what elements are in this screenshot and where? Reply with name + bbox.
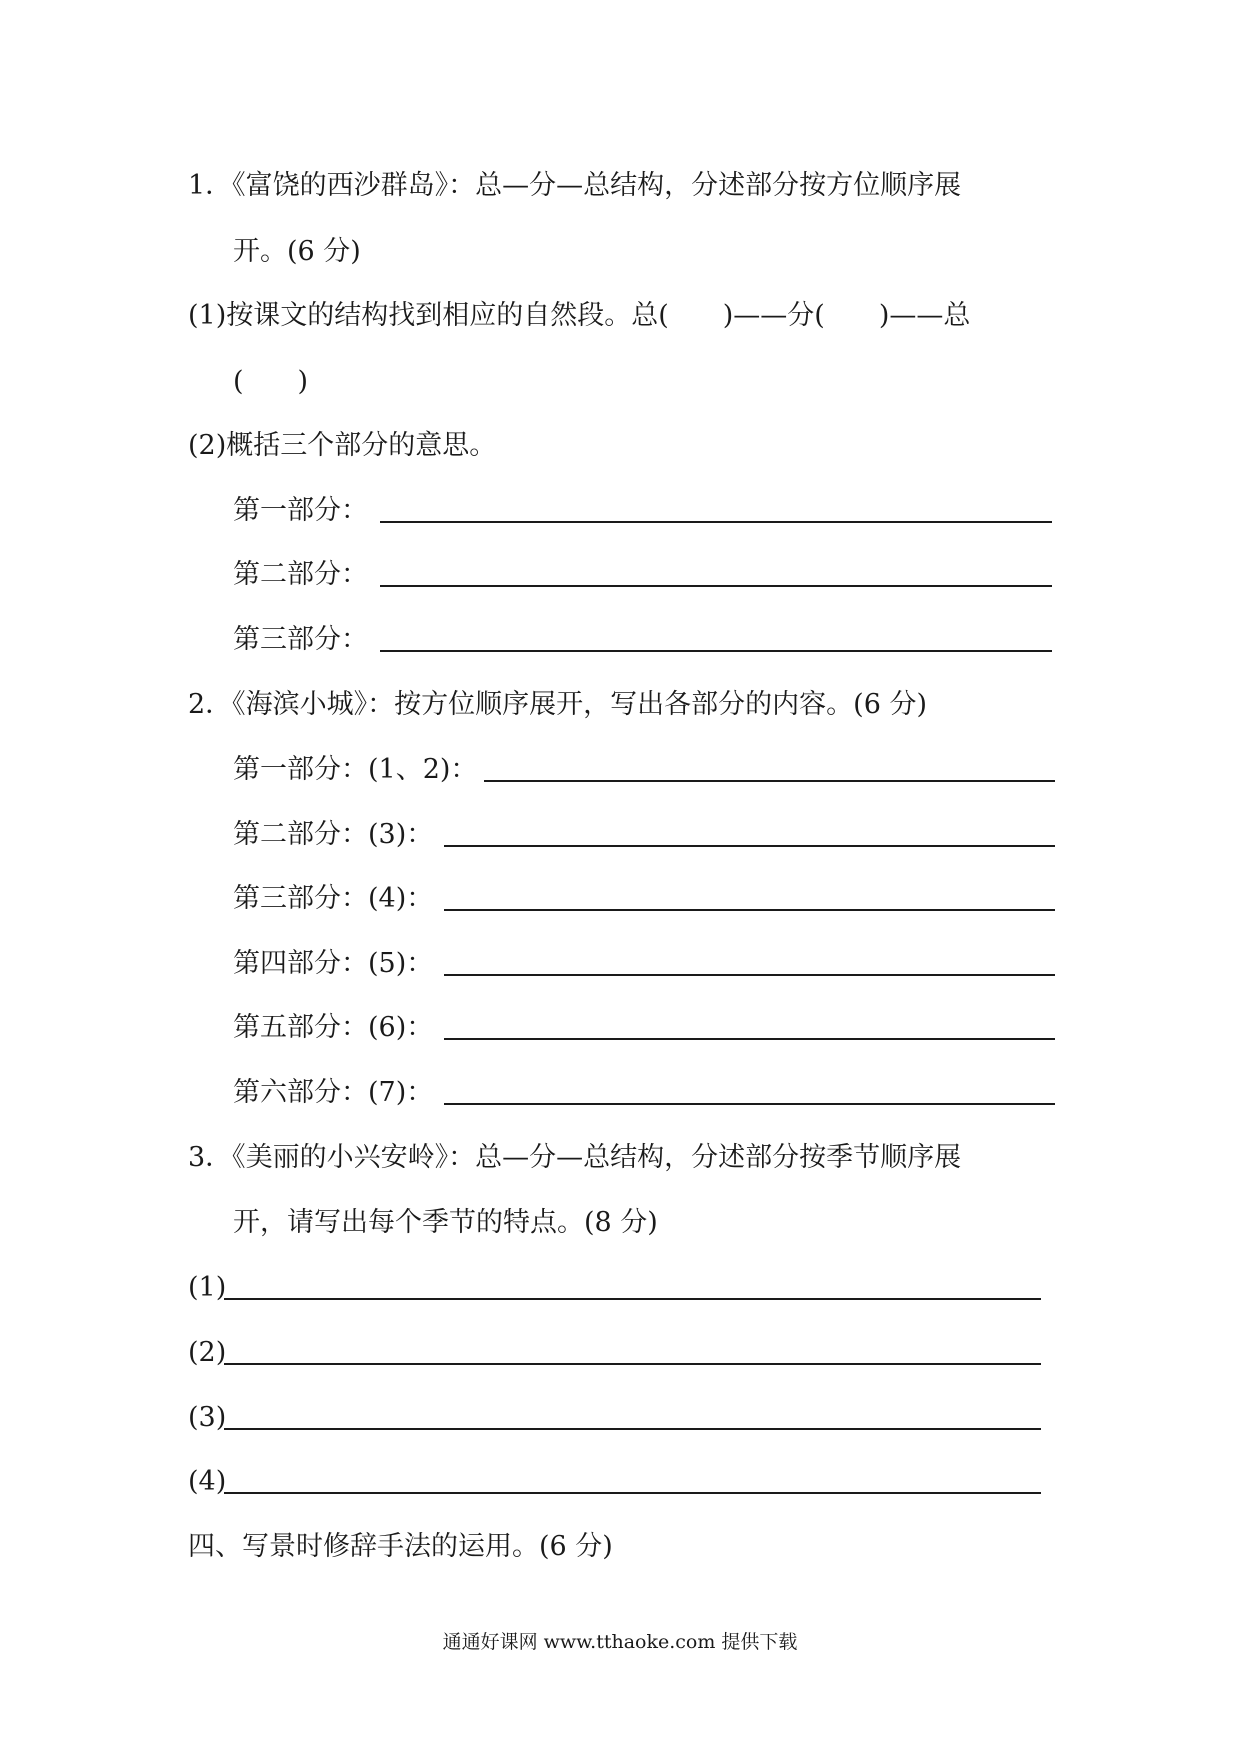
q1-sub1-line2: ( ) (233, 366, 309, 397)
q3-item2-label: (2) (188, 1337, 227, 1368)
q2-part4-answer-line[interactable] (444, 974, 1055, 976)
q1-part3-label: 第三部分： (233, 624, 368, 655)
q1-part1-answer-line[interactable] (380, 521, 1052, 523)
q2-part5-label: 第五部分：(6)： (233, 1012, 434, 1043)
q2-part2-answer-line[interactable] (444, 845, 1055, 847)
page-footer: 通通好课网 www.tthaoke.com 提供下载 (442, 1631, 798, 1653)
q1-title-line1: 1．《富饶的西沙群岛》：总—分—总结构，分述部分按方位顺序展 (188, 170, 962, 201)
q3-item3-label: (3) (188, 1402, 227, 1433)
q1-title-line2: 开。(6 分) (233, 236, 361, 267)
q3-item4-answer-line[interactable] (224, 1492, 1041, 1494)
q2-part1-answer-line[interactable] (484, 780, 1055, 782)
q2-part5-answer-line[interactable] (444, 1038, 1055, 1040)
q1-sub1-line1: (1)按课文的结构找到相应的自然段。总( )——分( )——总 (188, 300, 971, 331)
q1-part2-label: 第二部分： (233, 559, 368, 590)
q2-part4-label: 第四部分：(5)： (233, 948, 434, 979)
q2-title: 2．《海滨小城》：按方位顺序展开，写出各部分的内容。(6 分) (188, 689, 928, 720)
q3-item1-label: (1) (188, 1272, 227, 1303)
q1-part1-label: 第一部分： (233, 495, 368, 526)
q3-item2-answer-line[interactable] (224, 1363, 1041, 1365)
q3-title-line1: 3．《美丽的小兴安岭》：总—分—总结构，分述部分按季节顺序展 (188, 1142, 962, 1173)
section-4-heading: 四、写景时修辞手法的运用。(6 分) (188, 1531, 613, 1562)
q2-part6-answer-line[interactable] (444, 1103, 1055, 1105)
q1-sub2: (2)概括三个部分的意思。 (188, 430, 497, 461)
q2-part6-label: 第六部分：(7)： (233, 1077, 434, 1108)
q3-title-line2: 开，请写出每个季节的特点。(8 分) (233, 1207, 658, 1238)
q1-part3-answer-line[interactable] (380, 650, 1052, 652)
q3-item4-label: (4) (188, 1466, 227, 1497)
q3-item3-answer-line[interactable] (224, 1428, 1041, 1430)
q2-part3-answer-line[interactable] (444, 909, 1055, 911)
q3-item1-answer-line[interactable] (224, 1298, 1041, 1300)
q2-part1-label: 第一部分：(1、2)： (233, 754, 478, 785)
q2-part2-label: 第二部分：(3)： (233, 819, 434, 850)
q2-part3-label: 第三部分：(4)： (233, 883, 434, 914)
q1-part2-answer-line[interactable] (380, 585, 1052, 587)
